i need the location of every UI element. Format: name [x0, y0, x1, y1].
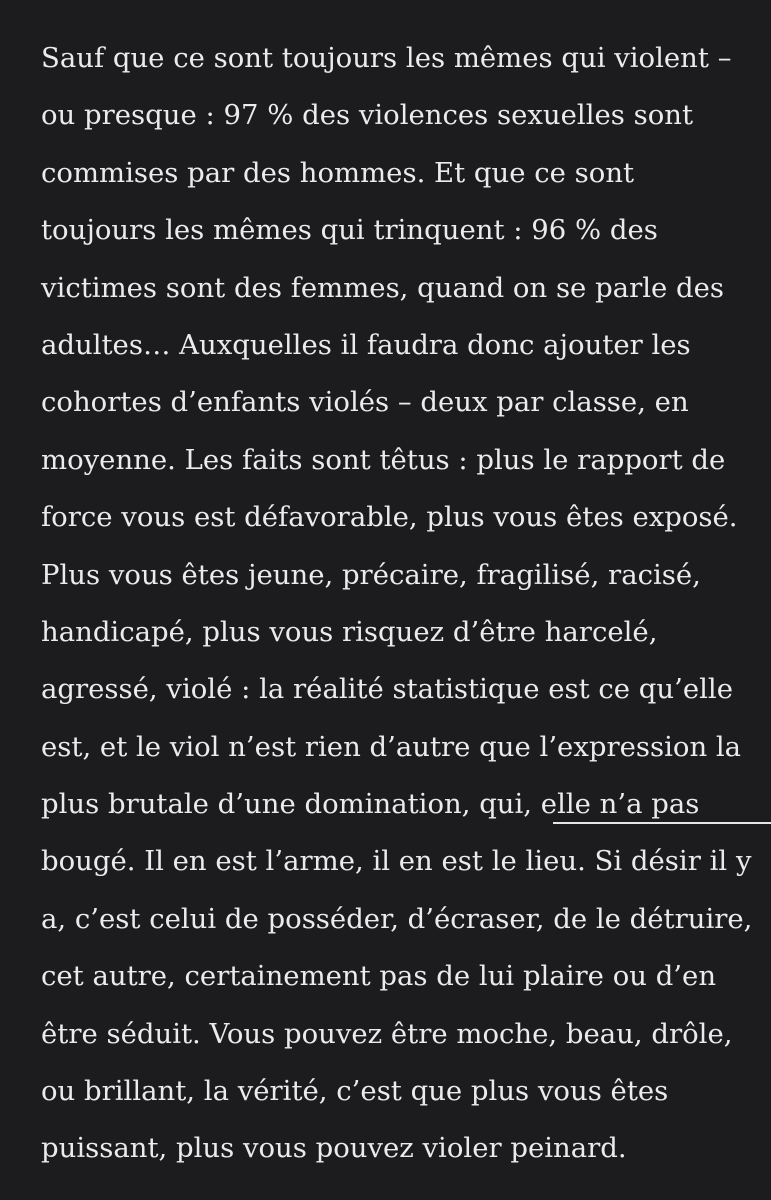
- text-line-12: agressé, violé : la réalité statistique est ce qu’elle: [41, 673, 733, 706]
- text-line-1: Sauf que ce sont toujours les mêmes qui violent –: [41, 42, 732, 74]
- highlight-underline: [553, 822, 771, 824]
- text-line-3: commises par des hommes. Et que ce sont: [41, 156, 635, 189]
- text-line-5: victimes sont des femmes, quand on se parle des: [41, 271, 725, 304]
- text-line-15: bougé. Il en est l’arme, il en est le lieu. Si désir il y: [41, 845, 752, 878]
- text-line-4: toujours les mêmes qui trinquent : 96 % des: [41, 214, 658, 247]
- text-line-10: Plus vous êtes jeune, précaire, fragilisé, racisé,: [41, 558, 701, 591]
- text-line-20: puissant, plus vous pouvez violer peinard.: [41, 1132, 627, 1165]
- text-line-7: cohortes d’enfants violés – deux par classe, en: [41, 386, 689, 419]
- text-line-13: est, et le viol n’est rien d’autre que l’expression la: [41, 730, 742, 763]
- text-line-17: cet autre, certainement pas de lui plaire ou d’en: [41, 960, 717, 993]
- text-line-8: moyenne. Les faits sont têtus : plus le rapport de: [41, 443, 726, 476]
- text-line-18: être séduit. Vous pouvez être moche, beau, drôle,: [41, 1017, 733, 1050]
- text-line-6: adultes… Auxquelles il faudra donc ajouter les: [41, 328, 691, 361]
- text-line-19: ou brillant, la vérité, c’est que plus vous êtes: [41, 1075, 669, 1108]
- text-line-2: ou presque : 97 % des violences sexuelles sont: [41, 99, 694, 132]
- text-line-11: handicapé, plus vous risquez d’être harcelé,: [41, 615, 658, 648]
- text-line-14: plus brutale d’une domination, qui, elle n’a pas: [41, 788, 700, 821]
- text-line-16: a, c’est celui de posséder, d’écraser, de le détruire,: [41, 902, 753, 935]
- article-text: [41, 30, 771, 1178]
- text-line-9: force vous est défavorable, plus vous êtes exposé.: [41, 501, 738, 534]
